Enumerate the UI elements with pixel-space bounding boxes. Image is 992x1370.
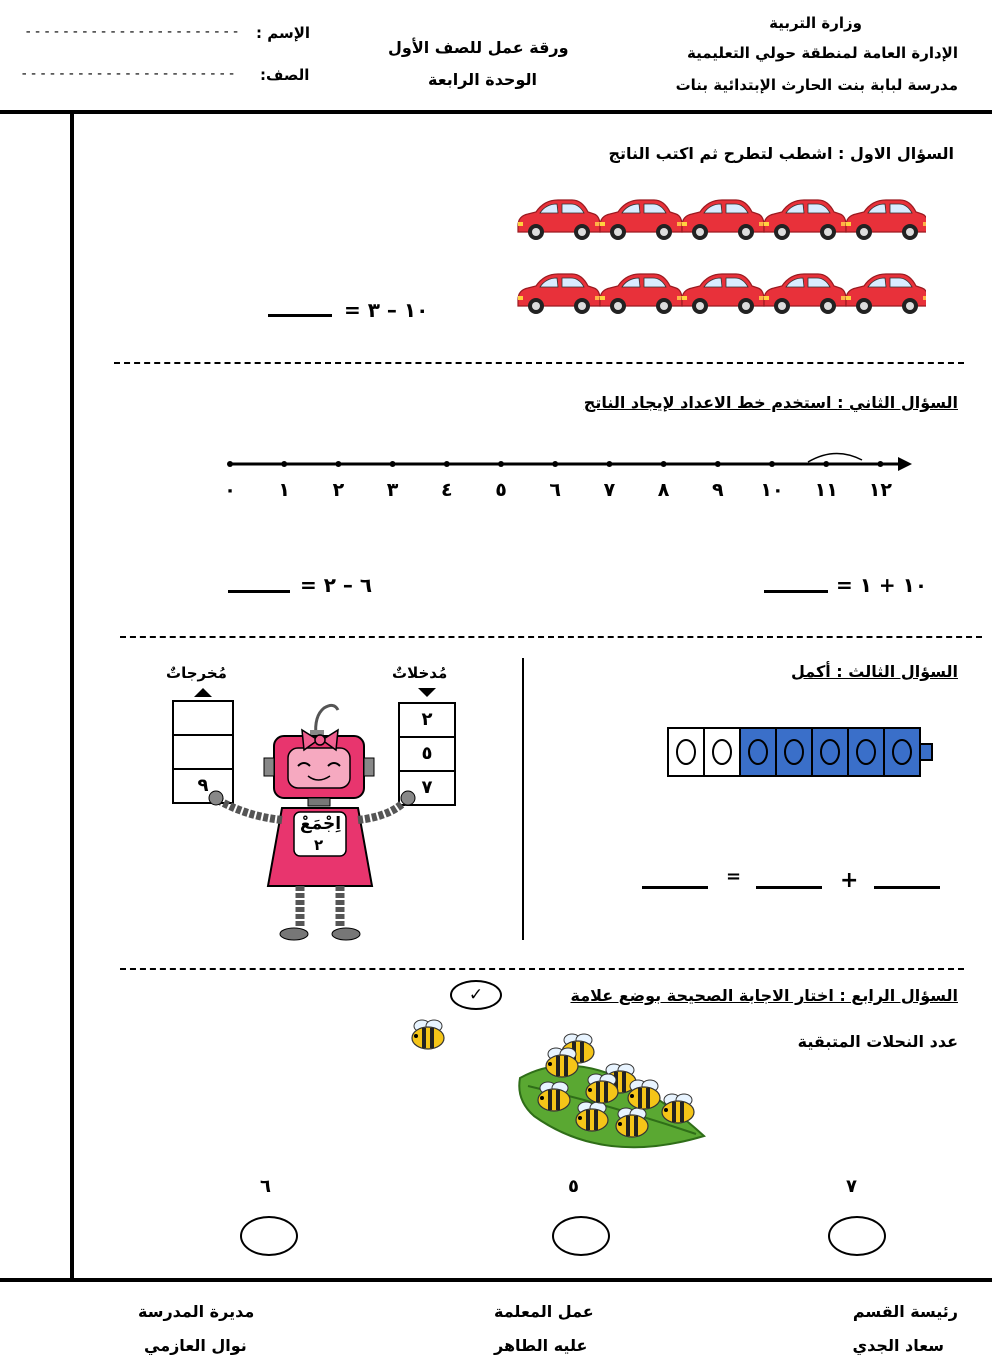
- directorate-text: الإدارة العامة لمنطقة حولي التعليمية: [686, 44, 958, 62]
- number-line-label: ١٢: [868, 479, 893, 501]
- inputs-label: مُدخلاتٌ: [392, 664, 448, 682]
- car-icon[interactable]: [518, 200, 600, 240]
- option-label: ٥: [568, 1176, 579, 1197]
- inputs-arrow-icon: [418, 688, 436, 698]
- footer-divider: [0, 1278, 992, 1282]
- unit-cube: [704, 728, 740, 776]
- option-answer-oval[interactable]: [828, 1216, 886, 1256]
- school-text: مدرسة لبابة بنت الحارث الإبتدائية بنات: [675, 76, 958, 94]
- name-label: الإسم :: [256, 24, 311, 42]
- number-line-tick: [606, 461, 612, 467]
- number-line-label: ٠: [224, 479, 236, 501]
- option-answer-oval[interactable]: [552, 1216, 610, 1256]
- robot-sign-line2: ٢: [314, 836, 324, 854]
- number-line-tick: [769, 461, 775, 467]
- car-icon[interactable]: [764, 274, 846, 314]
- q3-blank-right[interactable]: [874, 886, 940, 889]
- number-line-tick: [390, 461, 396, 467]
- car-icon[interactable]: [682, 200, 764, 240]
- bee-icon: [616, 1108, 648, 1137]
- option-label: ٦: [260, 1176, 271, 1197]
- number-line-label: ٦: [549, 479, 562, 501]
- q2-title: [584, 393, 958, 412]
- q4-title: السؤال الرابع : اختار الاجابة الصحيحة بوضع علامة: [570, 986, 958, 1005]
- bee-icon: [546, 1048, 578, 1077]
- number-line-tick: [281, 461, 287, 467]
- check-mark-icon: ✓: [468, 985, 484, 1005]
- q3-plus: +: [840, 868, 859, 893]
- unit-cube: [740, 728, 776, 776]
- unit-title: الوحدة الرابعة: [428, 70, 537, 89]
- number-line-label: ١: [278, 479, 291, 501]
- output-cell[interactable]: ٩: [172, 768, 234, 804]
- input-cell: ٢: [398, 702, 456, 738]
- q3-blank-middle[interactable]: [756, 886, 822, 889]
- number-line: [220, 452, 920, 512]
- bee-icon: [576, 1102, 608, 1131]
- divider-q3: [120, 968, 964, 970]
- unit-cube: [668, 728, 704, 776]
- unit-cube: [776, 728, 812, 776]
- number-line-tick: [335, 461, 341, 467]
- number-line-tick: [444, 461, 450, 467]
- header-divider: [0, 110, 992, 114]
- divider-q1: [114, 362, 964, 364]
- robot-sign-line1: اِجْمَعْ: [300, 814, 342, 834]
- q3-column-divider: [522, 658, 524, 940]
- input-cell: ٥: [398, 736, 456, 772]
- bee-icon: [538, 1082, 570, 1111]
- number-line-label: ٥: [495, 479, 507, 501]
- worksheet-title: ورقة عمل للصف الأول: [388, 38, 569, 57]
- unit-cubes: [666, 726, 944, 782]
- number-line-label: ٨: [657, 479, 670, 501]
- bee-icon: [662, 1094, 694, 1123]
- check-mark-oval: [450, 980, 502, 1010]
- unit-cube: [812, 728, 848, 776]
- car-icon[interactable]: [682, 274, 764, 314]
- q1-equation: ١٠ – ٣ =: [344, 298, 429, 322]
- number-line-label: ١٠: [760, 479, 784, 501]
- car-icon[interactable]: [518, 274, 600, 314]
- q1-cars: [510, 196, 926, 330]
- bees-on-leaf-illustration: [404, 1016, 714, 1152]
- q3-equals: =: [726, 866, 742, 887]
- number-line-label: ٣: [386, 479, 399, 501]
- q2-title-rest: استخدم خط الاعداد لإيجاد الناتج: [583, 393, 838, 412]
- q1-title: السؤال الاول : اشطب لتطرح ثم اكتب الناتج: [608, 144, 954, 163]
- car-icon[interactable]: [846, 274, 926, 314]
- q1-answer-blank[interactable]: [268, 314, 332, 317]
- q2-equation-right: ١٠ + ١ =: [836, 573, 928, 597]
- number-line-tick: [227, 461, 233, 467]
- ministry-text: وزارة التربية: [769, 14, 862, 32]
- q3-title: السؤال الثالث : أكمل: [790, 662, 958, 681]
- name-field[interactable]: -----------------------: [24, 24, 241, 40]
- class-label: الصف:: [260, 66, 310, 84]
- bee-icon: [586, 1074, 618, 1103]
- number-line-tick: [877, 461, 883, 467]
- unit-cube: [884, 728, 920, 776]
- teacher-name: عليه الطاهر: [494, 1336, 588, 1355]
- q2-equation-left: ٦ – ٢ =: [300, 573, 373, 597]
- divider-q2: [120, 636, 982, 638]
- option-answer-oval[interactable]: [240, 1216, 298, 1256]
- input-cell: ٧: [398, 770, 456, 806]
- number-line-label: ٩: [711, 479, 724, 501]
- q3-blank-left[interactable]: [642, 886, 708, 889]
- number-line-tick: [661, 461, 667, 467]
- number-line-tick: [552, 461, 558, 467]
- car-icon[interactable]: [600, 274, 682, 314]
- q2-answer-right[interactable]: [764, 590, 828, 593]
- unit-cube-connector: [920, 744, 932, 760]
- q2-answer-left[interactable]: [228, 590, 290, 593]
- number-line-tick: [823, 461, 829, 467]
- number-line-label: ٧: [603, 479, 616, 501]
- head-title: رئيسة القسم: [852, 1302, 958, 1321]
- car-icon[interactable]: [846, 200, 926, 240]
- option-label: ٧: [846, 1176, 857, 1197]
- bee-icon: [628, 1080, 660, 1109]
- number-line-label: ١١: [814, 479, 838, 501]
- teacher-title: عمل المعلمة: [494, 1302, 594, 1321]
- class-field[interactable]: -----------------------: [20, 66, 237, 82]
- head-name: سعاد الجدي: [852, 1336, 944, 1355]
- number-line-label: ٤: [440, 479, 453, 501]
- number-line-tick: [715, 461, 721, 467]
- principal-name: نوال العازمي: [144, 1336, 247, 1355]
- car-icon[interactable]: [600, 200, 682, 240]
- q4-question: عدد النحلات المتبقية: [797, 1032, 958, 1051]
- car-icon[interactable]: [764, 200, 846, 240]
- margin-line: [70, 110, 74, 1278]
- unit-cube: [848, 728, 884, 776]
- q2-title-prefix: السؤال الثاني :: [837, 393, 958, 412]
- principal-title: مديرة المدرسة: [138, 1302, 255, 1321]
- number-line-label: ٢: [332, 479, 345, 501]
- bee-icon: [412, 1020, 444, 1049]
- number-line-tick: [498, 461, 504, 467]
- outputs-label: مُخرجاتٌ: [166, 664, 227, 682]
